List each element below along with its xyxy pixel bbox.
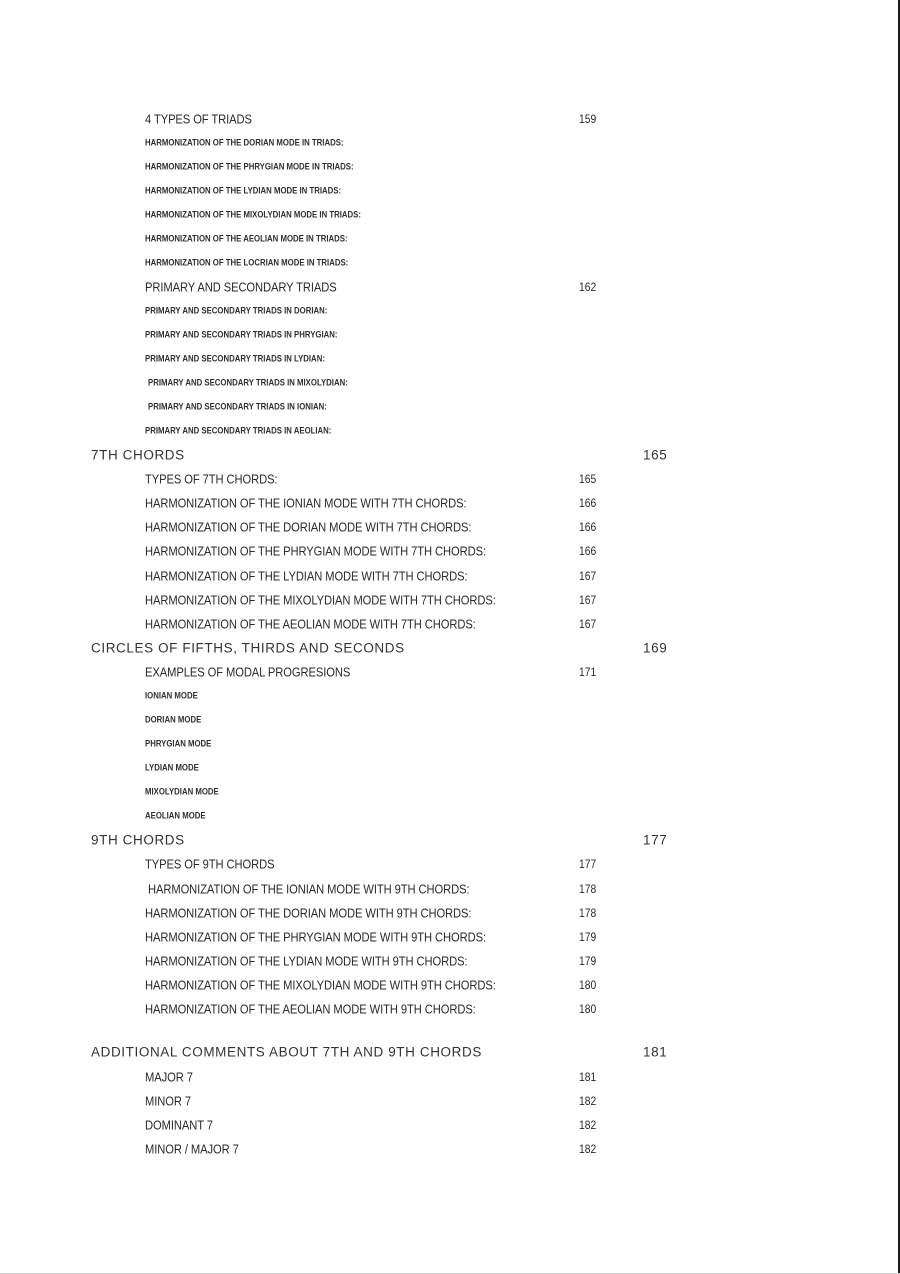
toc-entry-title: PHRYGIAN MODE <box>145 738 212 750</box>
toc-entry-title: HARMONIZATION OF THE PHRYGIAN MODE WITH 9TH CHORDS: <box>145 929 486 945</box>
toc-entry-section[interactable] <box>0 950 900 972</box>
toc-entry-page-number: 177 <box>643 832 668 848</box>
toc-entry-sub[interactable] <box>0 420 900 442</box>
toc-entry-section[interactable] <box>0 492 900 514</box>
toc-entry-title: PRIMARY AND SECONDARY TRIADS IN PHRYGIAN: <box>145 329 338 341</box>
toc-entry-title: HARMONIZATION OF THE AEOLIAN MODE WITH 9TH CHORDS: <box>145 1001 476 1017</box>
toc-entry-sub[interactable] <box>0 372 900 394</box>
toc-entry-sub[interactable] <box>0 757 900 779</box>
toc-entry-section[interactable] <box>0 516 900 538</box>
toc-entry-title: PRIMARY AND SECONDARY TRIADS <box>145 279 337 295</box>
toc-entry-title: MINOR 7 <box>145 1093 191 1109</box>
toc-entry-sub[interactable] <box>0 396 900 418</box>
toc-entry-sub[interactable] <box>0 733 900 755</box>
toc-entry-section[interactable] <box>0 998 900 1020</box>
toc-entry-title: PRIMARY AND SECONDARY TRIADS IN IONIAN: <box>148 401 327 413</box>
toc-entry-page-number: 182 <box>579 1094 597 1108</box>
toc-entry-page-number: 182 <box>579 1142 597 1156</box>
toc-entry-title: HARMONIZATION OF THE MIXOLYDIAN MODE IN TRIADS: <box>145 209 361 221</box>
toc-entry-page-number: 180 <box>579 978 597 992</box>
toc-entry-page-number: 166 <box>579 520 597 534</box>
toc-entry-sub[interactable] <box>0 180 900 202</box>
toc-entry-chapter[interactable] <box>0 1041 900 1063</box>
toc-entry-title: 9TH CHORDS <box>91 832 185 848</box>
toc-entry-page-number: 178 <box>579 882 597 896</box>
toc-entry-title: 7TH CHORDS <box>91 447 185 463</box>
toc-entry-page-number: 167 <box>579 569 597 583</box>
toc-entry-section[interactable] <box>0 540 900 562</box>
toc-entry-section[interactable] <box>0 565 900 587</box>
toc-entry-page-number: 180 <box>579 1002 597 1016</box>
toc-entry-sub[interactable] <box>0 204 900 226</box>
toc-entry-chapter[interactable] <box>0 444 900 466</box>
toc-entry-section[interactable] <box>0 661 900 683</box>
toc-entry-sub[interactable] <box>0 156 900 178</box>
toc-entry-title: HARMONIZATION OF THE MIXOLYDIAN MODE WITH 9TH CHORDS: <box>145 977 496 993</box>
toc-entry-section[interactable] <box>0 1090 900 1112</box>
toc-entry-section[interactable] <box>0 1138 900 1160</box>
toc-entry-title: HARMONIZATION OF THE LYDIAN MODE WITH 9TH CHORDS: <box>145 953 468 969</box>
toc-entry-title: PRIMARY AND SECONDARY TRIADS IN DORIAN: <box>145 305 328 317</box>
toc-entry-section[interactable] <box>0 974 900 996</box>
toc-entry-section[interactable] <box>0 926 900 948</box>
toc-entry-title: 4 TYPES OF TRIADS <box>145 111 252 127</box>
toc-entry-sub[interactable] <box>0 805 900 827</box>
toc-entry-title: CIRCLES OF FIFTHS, THIRDS AND SECONDS <box>91 640 405 656</box>
toc-entry-page-number: 179 <box>579 930 597 944</box>
toc-entry-page-number: 178 <box>579 906 597 920</box>
toc-entry-section[interactable] <box>0 108 900 130</box>
toc-entry-title: HARMONIZATION OF THE LYDIAN MODE WITH 7TH CHORDS: <box>145 568 468 584</box>
toc-entry-page-number: 166 <box>579 544 597 558</box>
toc-entry-sub[interactable] <box>0 252 900 274</box>
toc-entry-title: MAJOR 7 <box>145 1069 193 1085</box>
toc-entry-page-number: 165 <box>643 447 668 463</box>
toc-entry-title: HARMONIZATION OF THE PHRYGIAN MODE IN TRIADS: <box>145 161 354 173</box>
toc-entry-sub[interactable] <box>0 228 900 250</box>
toc-entry-section[interactable] <box>0 276 900 298</box>
toc-entry-title: HARMONIZATION OF THE IONIAN MODE WITH 7TH CHORDS: <box>145 495 467 511</box>
toc-entry-page-number: 169 <box>643 640 668 656</box>
toc-entry-title: EXAMPLES OF MODAL PROGRESIONS <box>145 664 351 680</box>
toc-entry-section[interactable] <box>0 1114 900 1136</box>
toc-entry-sub[interactable] <box>0 324 900 346</box>
toc-entry-chapter[interactable] <box>0 637 900 659</box>
toc-entry-title: IONIAN MODE <box>145 690 198 702</box>
toc-entry-section[interactable] <box>0 878 900 900</box>
toc-entry-section[interactable] <box>0 613 900 635</box>
toc-entry-title: AEOLIAN MODE <box>145 810 206 822</box>
toc-entry-sub[interactable] <box>0 348 900 370</box>
toc-entry-page-number: 181 <box>579 1070 597 1084</box>
toc-entry-page-number: 166 <box>579 496 597 510</box>
toc-entry-section[interactable] <box>0 589 900 611</box>
toc-entry-chapter[interactable] <box>0 829 900 851</box>
toc-entry-title: HARMONIZATION OF THE LOCRIAN MODE IN TRIADS: <box>145 257 349 269</box>
toc-entry-sub[interactable] <box>0 685 900 707</box>
toc-entry-section[interactable] <box>0 902 900 924</box>
toc-entry-page-number: 167 <box>579 617 597 631</box>
toc-entry-title: HARMONIZATION OF THE DORIAN MODE IN TRIADS: <box>145 137 344 149</box>
toc-entry-title: DORIAN MODE <box>145 714 202 726</box>
toc-entry-title: HARMONIZATION OF THE DORIAN MODE WITH 7TH CHORDS: <box>145 519 472 535</box>
toc-entry-title: HARMONIZATION OF THE MIXOLYDIAN MODE WITH 7TH CHORDS: <box>145 592 496 608</box>
toc-entry-page-number: 179 <box>579 954 597 968</box>
toc-entry-title: PRIMARY AND SECONDARY TRIADS IN MIXOLYDIAN: <box>148 377 348 389</box>
toc-entry-title: ADDITIONAL COMMENTS ABOUT 7TH AND 9TH CHORDS <box>91 1044 482 1060</box>
toc-entry-title: PRIMARY AND SECONDARY TRIADS IN AEOLIAN: <box>145 425 332 437</box>
toc-entry-title: MIXOLYDIAN MODE <box>145 786 219 798</box>
toc-entry-title: HARMONIZATION OF THE LYDIAN MODE IN TRIADS: <box>145 185 342 197</box>
toc-entry-title: HARMONIZATION OF THE AEOLIAN MODE WITH 7TH CHORDS: <box>145 616 476 632</box>
toc-entry-page-number: 162 <box>579 280 597 294</box>
toc-entry-title: LYDIAN MODE <box>145 762 199 774</box>
toc-entry-title: TYPES OF 9TH CHORDS <box>145 856 275 872</box>
toc-entry-title: HARMONIZATION OF THE IONIAN MODE WITH 9TH CHORDS: <box>148 881 470 897</box>
toc-entry-title: HARMONIZATION OF THE DORIAN MODE WITH 9TH CHORDS: <box>145 905 472 921</box>
toc-entry-sub[interactable] <box>0 709 900 731</box>
toc-entry-section[interactable] <box>0 468 900 490</box>
toc-entry-page-number: 182 <box>579 1118 597 1132</box>
toc-entry-title: HARMONIZATION OF THE PHRYGIAN MODE WITH 7TH CHORDS: <box>145 543 486 559</box>
toc-entry-title: TYPES OF 7TH CHORDS: <box>145 471 278 487</box>
toc-entry-page-number: 165 <box>579 472 597 486</box>
toc-entry-page-number: 177 <box>579 857 597 871</box>
toc-entry-section[interactable] <box>0 1066 900 1088</box>
toc-entry-title: PRIMARY AND SECONDARY TRIADS IN LYDIAN: <box>145 353 325 365</box>
toc-entry-title: DOMINANT 7 <box>145 1117 213 1133</box>
toc-entry-page-number: 167 <box>579 593 597 607</box>
toc-entry-sub[interactable] <box>0 132 900 154</box>
toc-entry-page-number: 181 <box>643 1044 668 1060</box>
toc-entry-page-number: 159 <box>579 112 597 126</box>
toc-entry-page-number: 171 <box>579 665 597 679</box>
toc-entry-title: MINOR / MAJOR 7 <box>145 1141 239 1157</box>
toc-entry-sub[interactable] <box>0 781 900 803</box>
toc-entry-sub[interactable] <box>0 300 900 322</box>
toc-entry-section[interactable] <box>0 853 900 875</box>
toc-entry-title: HARMONIZATION OF THE AEOLIAN MODE IN TRIADS: <box>145 233 348 245</box>
